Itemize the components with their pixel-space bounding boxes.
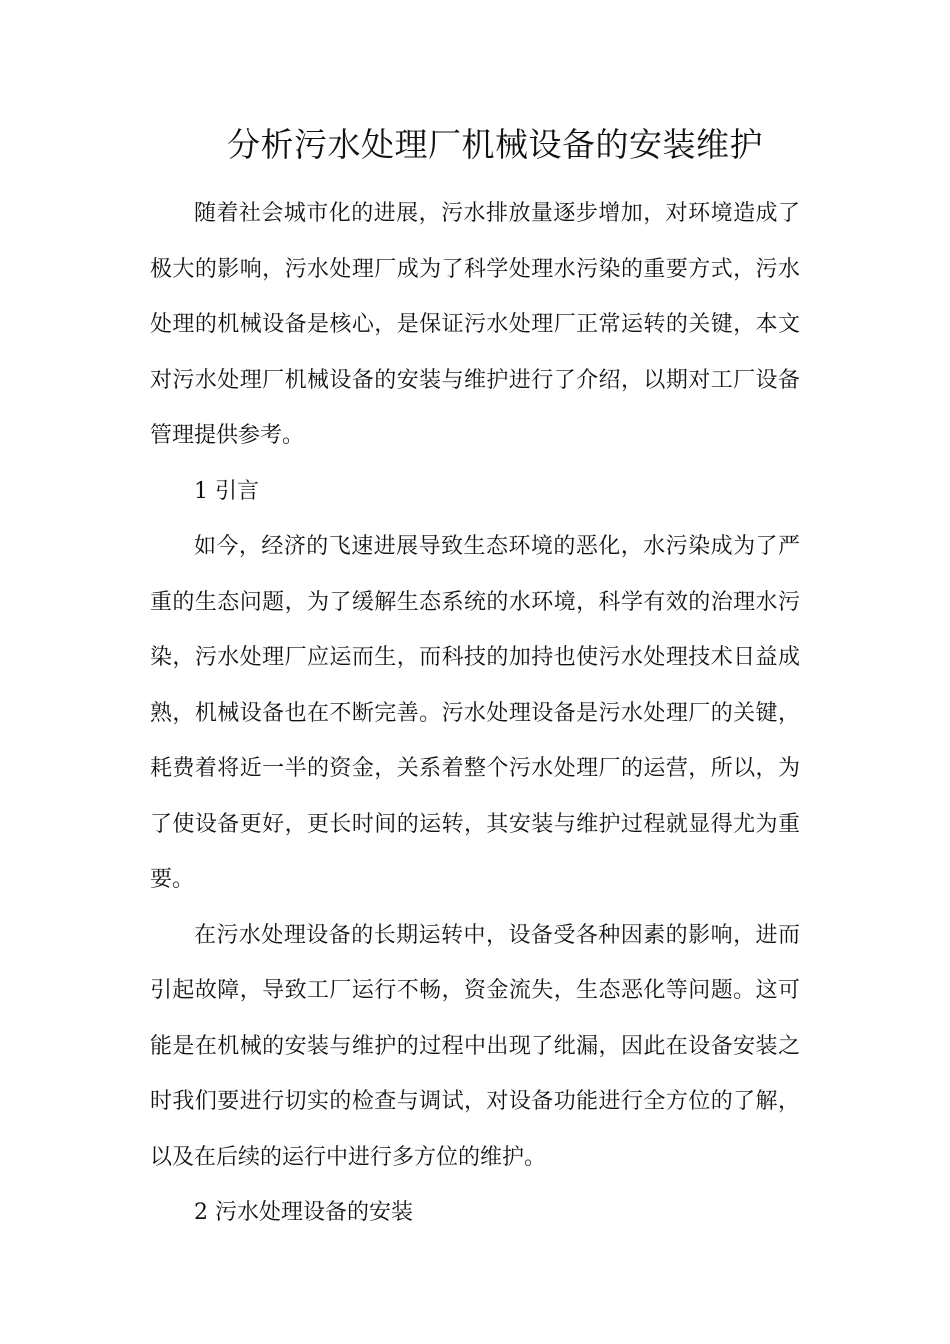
body-paragraph: 在污水处理设备的长期运转中，设备受各种因素的影响，进而引起故障，导致工厂运行不畅，资金流失，生态恶化等问题。这可能是在机械的安装与维护的过程中出现了纰漏，因此在设备安装之时我们要进行切实的检查与调试，对设备功能进行全方位的了解，以及在后续的运行中进行多方位的维护。 (150, 922, 800, 1170)
document-body (150, 186, 800, 1241)
section-heading-installation: 2 污水处理设备的安装 (194, 1200, 413, 1225)
section-heading-introduction: 1 引言 (194, 478, 259, 504)
abstract-paragraph: 随着社会城市化的进展，污水排放量逐步增加，对环境造成了极大的影响，污水处理厂成为了科学处理水污染的重要方式，污水处理的机械设备是核心，是保证污水处理厂正常运转的关键，本文对污水处理厂机械设备的安装与维护进行了介绍，以期对工厂设备管理提供参考。 (150, 201, 800, 448)
body-paragraph: 如今，经济的飞速进展导致生态环境的恶化，水污染成为了严重的生态问题，为了缓解生态系统的水环境，科学有效的治理水污染，污水处理厂应运而生，而科技的加持也使污水处理技术日益成熟，机械设备也在不断完善。污水处理设备是污水处理厂的关键，耗费着将近一半的资金，关系着整个污水处理厂的运营，所以，为了使设备更好，更长时间的运转，其安装与维护过程就显得尤为重要。 (150, 534, 800, 892)
document-title: 分析污水处理厂机械设备的安装维护 (227, 125, 763, 164)
